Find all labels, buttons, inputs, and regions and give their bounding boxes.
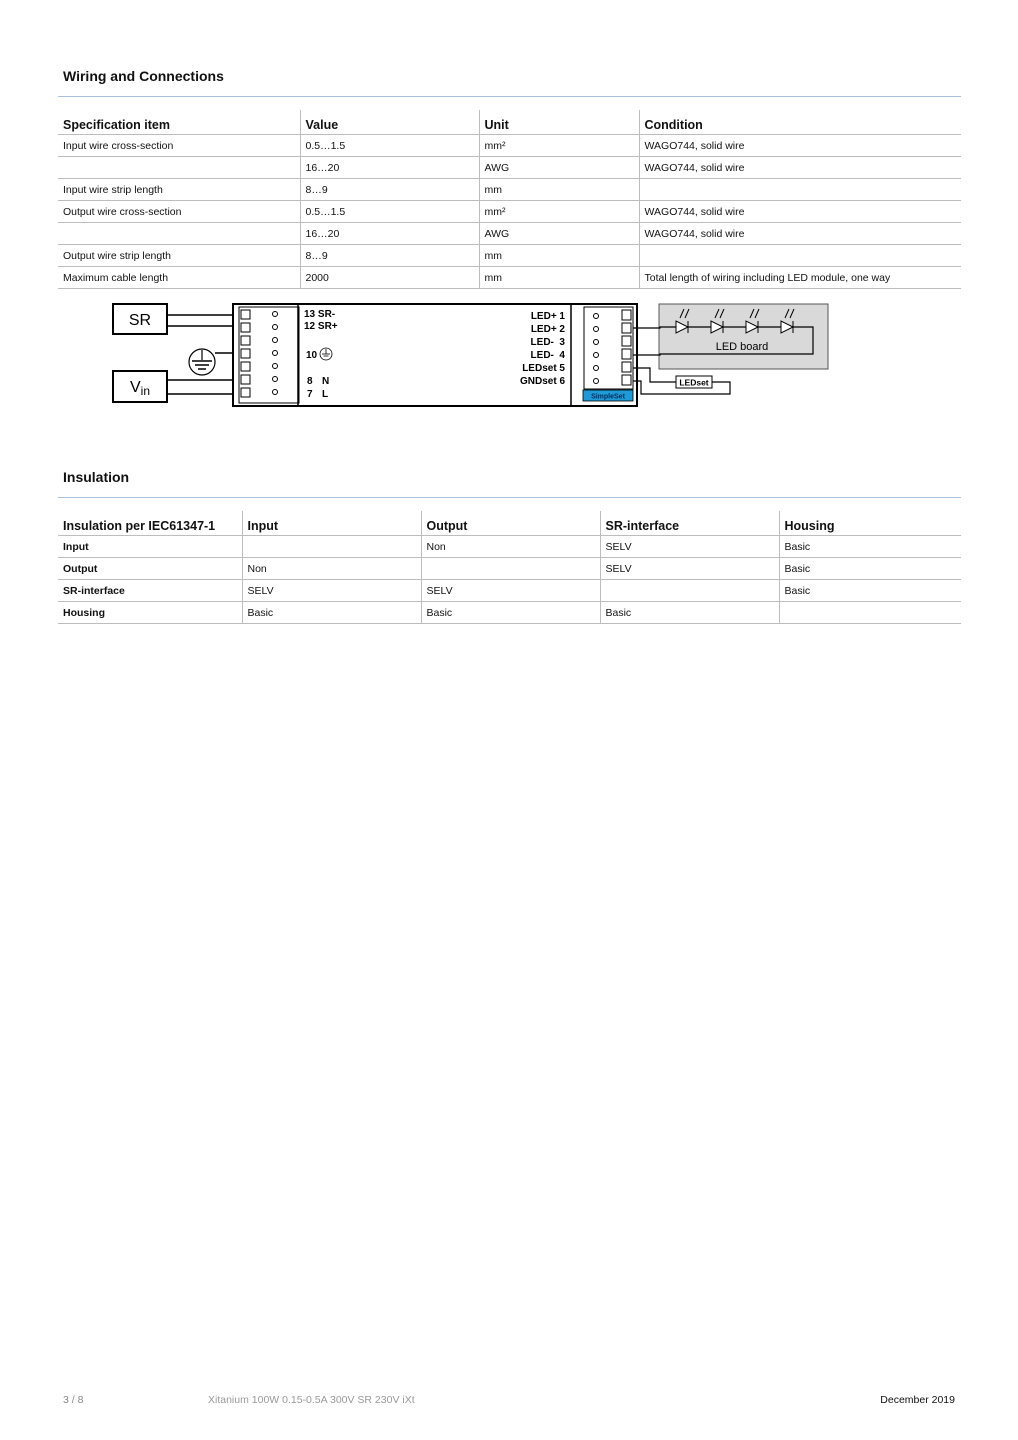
column-header: Specification item <box>58 110 300 135</box>
table-cell: 16…20 <box>300 157 479 179</box>
table-cell: Basic <box>242 602 421 624</box>
page-number: 3 / 8 <box>63 1394 84 1406</box>
table-cell: Non <box>421 536 600 558</box>
table-row <box>58 201 961 223</box>
table-cell: WAGO744, solid wire <box>639 157 961 179</box>
column-header: Output <box>421 511 600 536</box>
wiring-spec-table <box>58 110 961 289</box>
wiring-diagram <box>110 300 835 412</box>
table-cell: 16…20 <box>300 223 479 245</box>
terminal-label: LEDset 5 <box>522 363 565 374</box>
ground-icon <box>189 349 215 375</box>
insulation-section-title: Insulation <box>63 469 130 485</box>
table-cell <box>639 245 961 267</box>
wiring-section-title: Wiring and Connections <box>63 68 224 84</box>
table-cell: SELV <box>600 536 779 558</box>
table-cell: SELV <box>242 580 421 602</box>
terminal-label: N <box>322 376 330 387</box>
table-cell <box>639 179 961 201</box>
table-cell: mm <box>479 267 639 289</box>
table-cell: mm² <box>479 201 639 223</box>
table-cell: AWG <box>479 223 639 245</box>
table-cell: WAGO744, solid wire <box>639 201 961 223</box>
row-header: Output <box>58 558 242 580</box>
table-cell: Basic <box>779 580 961 602</box>
table-cell: 0.5…1.5 <box>300 135 479 157</box>
table-cell: Input wire strip length <box>58 179 300 201</box>
table-cell: Basic <box>779 558 961 580</box>
table-cell: WAGO744, solid wire <box>639 223 961 245</box>
led-board <box>659 304 828 369</box>
table-cell <box>600 580 779 602</box>
terminal-label: 10 <box>306 350 318 361</box>
table-cell: mm² <box>479 135 639 157</box>
vin-box-label: Vin <box>129 379 151 398</box>
table-row <box>58 245 961 267</box>
column-header: Housing <box>779 511 961 536</box>
table-cell: mm <box>479 179 639 201</box>
terminal-label: L <box>322 389 329 400</box>
table-cell: WAGO744, solid wire <box>639 135 961 157</box>
table-cell: Output wire strip length <box>58 245 300 267</box>
terminal-label: 7 <box>307 389 313 400</box>
table-header-row <box>58 511 961 536</box>
column-header: Insulation per IEC61347-1 <box>58 511 242 536</box>
table-cell <box>58 223 300 245</box>
led-board-label: LED board <box>715 341 769 353</box>
table-cell: Basic <box>421 602 600 624</box>
row-header: Input <box>58 536 242 558</box>
table-row <box>58 179 961 201</box>
table-row <box>58 602 961 624</box>
table-cell: AWG <box>479 157 639 179</box>
table-cell: Basic <box>779 536 961 558</box>
product-name: Xitanium 100W 0.15-0.5A 300V SR 230V iXt <box>208 1394 415 1406</box>
column-header: Input <box>242 511 421 536</box>
terminal-label: LED- 3 <box>530 337 565 348</box>
table-cell: Basic <box>600 602 779 624</box>
terminal-label: 12 SR+ <box>304 321 338 332</box>
terminal-label: LED+ 1 <box>530 311 565 322</box>
table-cell: 8…9 <box>300 179 479 201</box>
table-cell <box>779 602 961 624</box>
table-row <box>58 536 961 558</box>
terminal-label: LED- 4 <box>530 350 565 361</box>
table-cell: 2000 <box>300 267 479 289</box>
column-header: Condition <box>639 110 961 135</box>
table-row <box>58 267 961 289</box>
table-row <box>58 223 961 245</box>
row-header: SR-interface <box>58 580 242 602</box>
simpleset-label: SimpleSet <box>591 393 625 401</box>
row-header: Housing <box>58 602 242 624</box>
sr-box-label: SR <box>128 312 152 329</box>
table-cell <box>421 558 600 580</box>
table-row <box>58 135 961 157</box>
terminal-label: 13 SR- <box>304 309 336 320</box>
table-cell: Output wire cross-section <box>58 201 300 223</box>
document-date: December 2019 <box>880 1394 955 1406</box>
insulation-table <box>58 511 961 624</box>
earth-icon <box>320 348 332 360</box>
table-cell: 0.5…1.5 <box>300 201 479 223</box>
insulation-title-rule <box>58 497 961 498</box>
table-cell: 8…9 <box>300 245 479 267</box>
table-cell: SELV <box>421 580 600 602</box>
table-row <box>58 558 961 580</box>
table-cell: mm <box>479 245 639 267</box>
table-cell: Maximum cable length <box>58 267 300 289</box>
table-cell: Input wire cross-section <box>58 135 300 157</box>
column-header: Value <box>300 110 479 135</box>
table-row <box>58 580 961 602</box>
terminal-label: 8 <box>307 376 313 387</box>
table-cell: SELV <box>600 558 779 580</box>
table-cell <box>242 536 421 558</box>
column-header: SR-interface <box>600 511 779 536</box>
table-cell: Total length of wiring including LED module, one way <box>639 267 961 289</box>
column-header: Unit <box>479 110 639 135</box>
ledset-label: LEDset <box>679 377 709 388</box>
terminal-label: LED+ 2 <box>530 324 565 335</box>
wiring-title-rule <box>58 96 961 97</box>
table-row <box>58 157 961 179</box>
table-cell <box>58 157 300 179</box>
terminal-label: GNDset 6 <box>519 376 565 387</box>
table-header-row <box>58 110 961 135</box>
table-cell: Non <box>242 558 421 580</box>
